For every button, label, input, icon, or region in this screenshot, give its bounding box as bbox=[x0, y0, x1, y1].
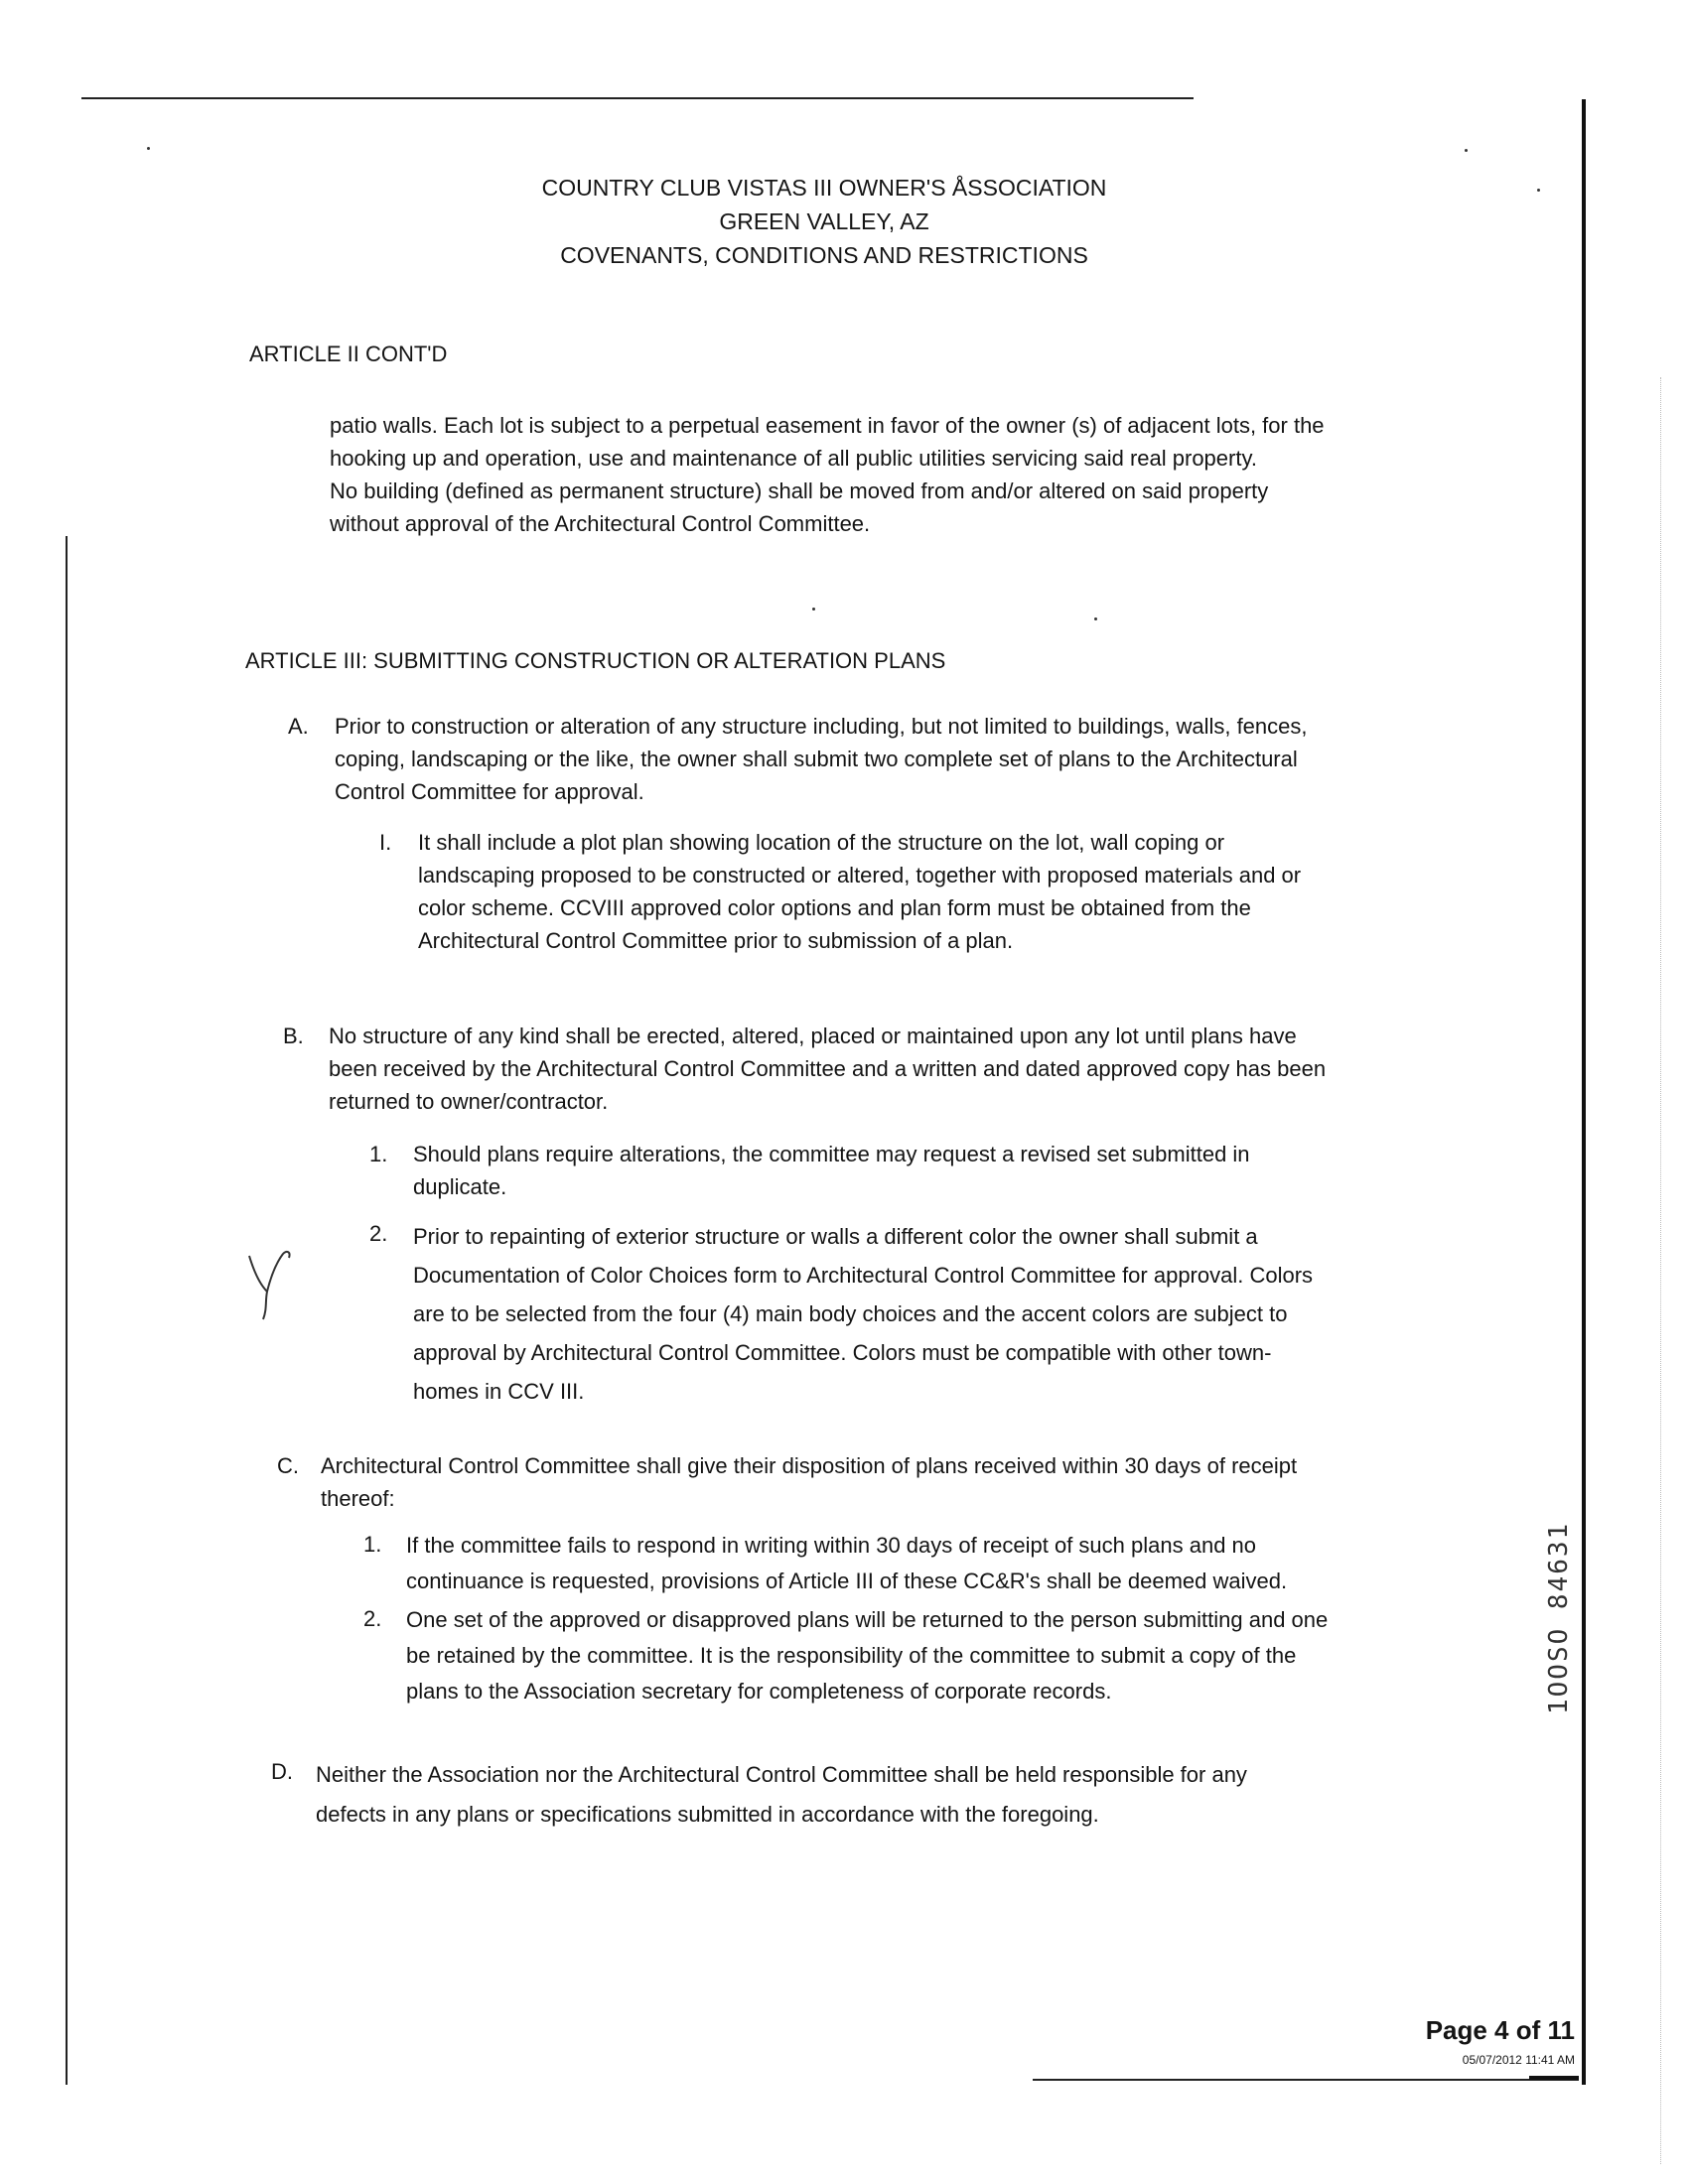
text-line: Prior to repainting of exterior structure or walls a different color the owner shall submit a bbox=[413, 1224, 1258, 1249]
text-line: Architectural Control Committee prior to submission of a plan. bbox=[418, 928, 1014, 953]
text-line: landscaping proposed to be constructed or altered, together with proposed materials and or bbox=[418, 863, 1302, 887]
scan-speck bbox=[812, 608, 815, 611]
text-line: returned to owner/contractor. bbox=[329, 1089, 609, 1114]
item-a-1-label: I. bbox=[379, 830, 392, 855]
item-b-2-label: 2. bbox=[369, 1221, 388, 1246]
text-line: homes in CCV III. bbox=[413, 1379, 585, 1404]
text-line: coping, landscaping or the like, the owner shall submit two complete set of plans to the Architectural bbox=[335, 747, 1298, 771]
item-a-label: A. bbox=[288, 714, 309, 739]
scan-speck bbox=[1537, 189, 1540, 192]
text-line: thereof: bbox=[321, 1486, 395, 1511]
left-margin-rule bbox=[66, 536, 68, 2085]
top-rule bbox=[81, 97, 1194, 99]
handwritten-initial-mark bbox=[243, 1236, 303, 1325]
document-header bbox=[447, 171, 1201, 272]
article-3-heading: ARTICLE III: SUBMITTING CONSTRUCTION OR ALTERATION PLANS bbox=[245, 648, 946, 673]
item-b-1-text bbox=[413, 1138, 1466, 1203]
text-line: patio walls. Each lot is subject to a perpetual easement in favor of the owner (s) of adjacent lots, for the bbox=[330, 413, 1325, 438]
text-line: approval by Architectural Control Committee. Colors must be compatible with other town- bbox=[413, 1340, 1272, 1365]
article-2-paragraph bbox=[330, 409, 1501, 540]
text-line: continuance is requested, provisions of Article III of these CC&R's shall be deemed waived. bbox=[406, 1569, 1288, 1593]
item-d-label: D. bbox=[271, 1759, 293, 1784]
item-b-1-label: 1. bbox=[369, 1142, 388, 1166]
text-line: are to be selected from the four (4) main body choices and the accent colors are subject to bbox=[413, 1301, 1288, 1326]
text-line: Prior to construction or alteration of any structure including, but not limited to buildings, walls, fences, bbox=[335, 714, 1308, 739]
vertical-document-stamp: 1OOSO 84631 bbox=[1544, 1521, 1574, 1715]
item-c-1-label: 1. bbox=[363, 1532, 382, 1557]
item-c-label: C. bbox=[277, 1453, 299, 1478]
item-a-text bbox=[335, 710, 1486, 808]
text-line: If the committee fails to respond in writing within 30 days of receipt of such plans and no bbox=[406, 1533, 1257, 1558]
item-c-text bbox=[321, 1449, 1502, 1515]
item-c-2-text bbox=[406, 1602, 1479, 1709]
item-a-1-text bbox=[418, 826, 1471, 957]
text-line: Architectural Control Committee shall give their disposition of plans received within 30 days of receipt bbox=[321, 1453, 1298, 1478]
text-line: duplicate. bbox=[413, 1174, 507, 1199]
print-timestamp: 05/07/2012 11:41 AM bbox=[1462, 2053, 1575, 2067]
item-b-label: B. bbox=[283, 1024, 304, 1048]
text-line: Control Committee for approval. bbox=[335, 779, 644, 804]
text-line: Neither the Association nor the Architectural Control Committee shall be held responsible for any bbox=[316, 1762, 1247, 1787]
item-c-2-label: 2. bbox=[363, 1606, 382, 1631]
item-c-1-text bbox=[406, 1528, 1479, 1599]
text-line: color scheme. CCVIII approved color options and plan form must be obtained from the bbox=[418, 895, 1251, 920]
text-line: Documentation of Color Choices form to Architectural Control Committee for approval. Colors bbox=[413, 1263, 1314, 1288]
header-location: GREEN VALLEY, AZ bbox=[719, 208, 929, 234]
item-d-text bbox=[316, 1755, 1487, 1835]
bottom-rule bbox=[1033, 2079, 1579, 2081]
text-line: be retained by the committee. It is the responsibility of the committee to submit a copy of the bbox=[406, 1643, 1297, 1668]
bottom-rule-mark bbox=[1529, 2076, 1579, 2080]
scan-speck bbox=[1094, 617, 1097, 620]
header-document-title: COVENANTS, CONDITIONS AND RESTRICTIONS bbox=[560, 242, 1088, 268]
article-2-heading: ARTICLE II CONT'D bbox=[249, 341, 448, 366]
header-association-name: COUNTRY CLUB VISTAS III OWNER'S ÅSSOCIATION bbox=[541, 175, 1107, 201]
text-line: No structure of any kind shall be erected, altered, placed or maintained upon any lot until plans have bbox=[329, 1024, 1297, 1048]
text-line: without approval of the Architectural Control Committee. bbox=[330, 511, 871, 536]
text-line: plans to the Association secretary for completeness of corporate records. bbox=[406, 1679, 1112, 1704]
text-line: No building (defined as permanent structure) shall be moved from and/or altered on said property bbox=[330, 478, 1269, 503]
scan-speck bbox=[1465, 149, 1468, 152]
text-line: hooking up and operation, use and maintenance of all public utilities servicing said real property. bbox=[330, 446, 1257, 471]
item-b-2-text bbox=[413, 1217, 1476, 1411]
right-edge-faint-line bbox=[1660, 377, 1661, 2164]
text-line: Should plans require alterations, the committee may request a revised set submitted in bbox=[413, 1142, 1250, 1166]
item-b-text bbox=[329, 1020, 1500, 1118]
text-line: It shall include a plot plan showing location of the structure on the lot, wall coping or bbox=[418, 830, 1225, 855]
page-number: Page 4 of 11 bbox=[1425, 2015, 1575, 2045]
scan-speck bbox=[147, 147, 150, 150]
text-line: One set of the approved or disapproved plans will be returned to the person submitting and one bbox=[406, 1607, 1329, 1632]
text-line: been received by the Architectural Control Committee and a written and dated approved copy has been bbox=[329, 1056, 1327, 1081]
text-line: defects in any plans or specifications submitted in accordance with the foregoing. bbox=[316, 1802, 1099, 1827]
